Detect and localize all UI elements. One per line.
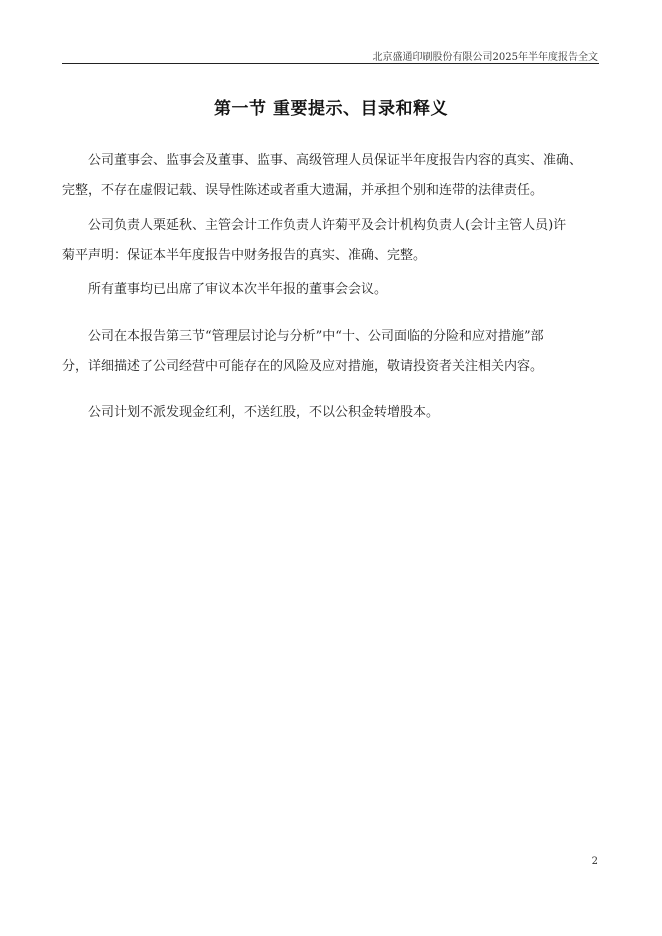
paragraph-line: 公司计划不派发现金红利，不送红股，不以公积金转增股本。 [88,405,440,420]
paragraph-line: 公司负责人栗延秋、主管会计工作负责人许菊平及会计机构负责人(会计主管人员)许 [88,218,567,233]
paragraph-line: 所有董事均已出席了审议本次半年报的董事会会议。 [88,282,388,297]
paragraph-line: 菊平声明：保证本半年度报告中财务报告的真实、准确、完整。 [62,248,427,263]
paragraph-line: 分，详细描述了公司经营中可能存在的风险及应对措施，敬请投资者关注相关内容。 [62,359,544,374]
running-header: 北京盛通印刷股份有限公司2025年半年度报告全文 [372,52,598,63]
page-number: 2 [591,856,598,867]
paragraph-line: 公司董事会、监事会及董事、监事、高级管理人员保证半年度报告内容的真实、准确、 [88,153,583,168]
paragraph-dividend-plan [62,398,599,428]
paragraph-line: 完整，不存在虚假记载、误导性陈述或者重大遗漏，并承担个别和连带的法律责任。 [62,183,544,198]
paragraph-line: 公司在本报告第三节“管理层讨论与分析”中“十、公司面临的分险和应对措施”部 [88,329,544,344]
section-title: 第一节 重要提示、目录和释义 [214,99,448,119]
paragraph-responsible-persons [62,211,599,271]
paragraph-board-guarantee [62,146,599,206]
header-divider [62,63,599,64]
paragraph-directors-attendance [62,275,599,305]
paragraph-risk-notice [62,322,599,382]
